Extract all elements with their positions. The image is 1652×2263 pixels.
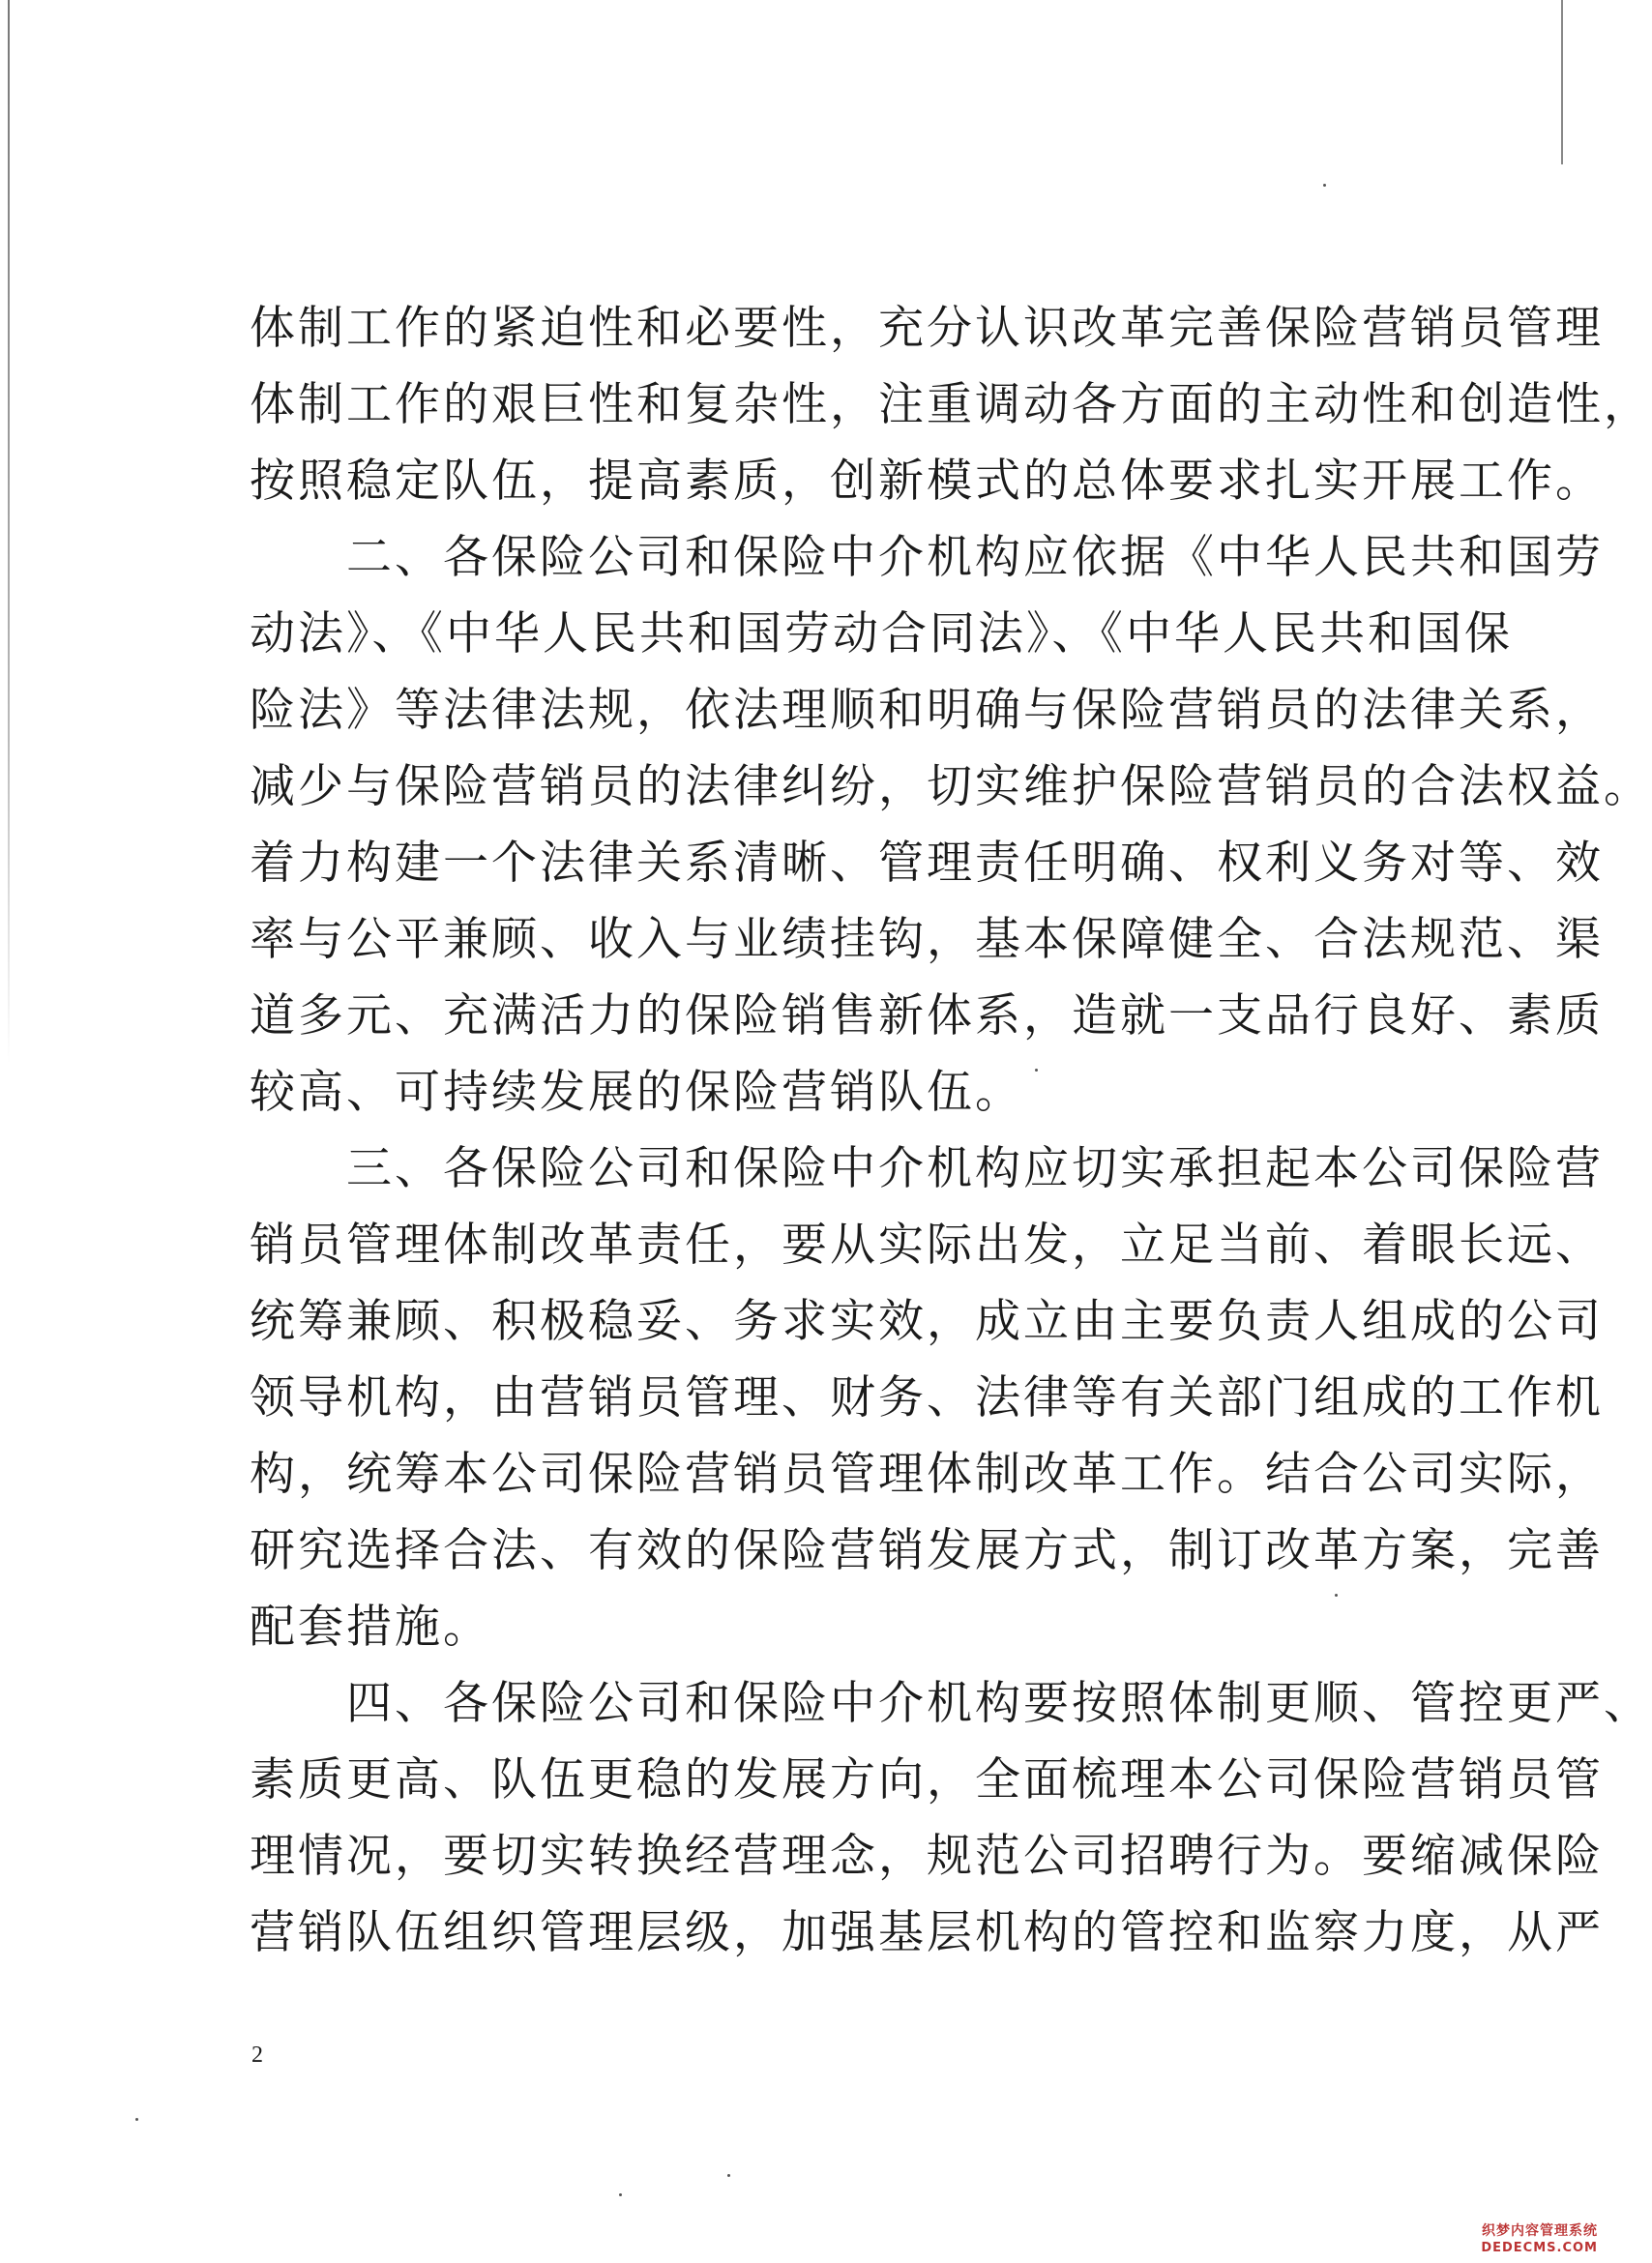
text-line: 减少与保险营销员的法律纠纷，切实维护保险营销员的合法权益。: [250, 760, 1652, 813]
scan-speck: [619, 2193, 622, 2196]
scan-speck: [135, 2118, 138, 2121]
text-line: 销员管理体制改革责任，要从实际出发，立足当前、着眼长远、: [250, 1219, 1604, 1272]
text-line: 动法》、《中华人民共和国劳动合同法》、《中华人民共和国保: [250, 607, 1513, 661]
body-text: [250, 290, 1652, 1971]
text-line: 构，统筹本公司保险营销员管理体制改革工作。结合公司实际，: [250, 1448, 1604, 1501]
text-line: 体制工作的紧迫性和必要性，充分认识改革完善保险营销员管理: [250, 302, 1604, 355]
text-line: 着力构建一个法律关系清晰、管理责任明确、权利义务对等、效: [250, 837, 1604, 890]
watermark-en: DEDECMS.COM: [1481, 2241, 1598, 2255]
scan-edge-right: [1561, 0, 1563, 164]
watermark-cn: 织梦内容管理系统: [1482, 2223, 1598, 2239]
text-line: 领导机构，由营销员管理、财务、法律等有关部门组成的工作机: [250, 1371, 1604, 1425]
scan-edge-left: [8, 0, 10, 1064]
text-line: 四、各保险公司和保险中介机构要按照体制更顺、管控更严、: [250, 1677, 1652, 1730]
text-line: 道多元、充满活力的保险销售新体系，造就一支品行良好、素质: [250, 989, 1604, 1043]
text-line: 体制工作的艰巨性和复杂性，注重调动各方面的主动性和创造性，: [250, 378, 1652, 431]
text-line: 二、各保险公司和保险中介机构应依据《中华人民共和国劳: [250, 531, 1604, 584]
text-line: 险法》等法律法规，依法理顺和明确与保险营销员的法律关系，: [250, 684, 1604, 737]
text-line: 理情况，要切实转换经营理念，规范公司招聘行为。要缩减保险: [250, 1830, 1604, 1883]
text-line: 营销队伍组织管理层级，加强基层机构的管控和监察力度，从严: [250, 1906, 1604, 1959]
page-number: 2: [251, 2043, 263, 2068]
text-line: 率与公平兼顾、收入与业绩挂钩，基本保障健全、合法规范、渠: [250, 913, 1604, 966]
text-line: 按照稳定队伍，提高素质，创新模式的总体要求扎实开展工作。: [250, 455, 1604, 508]
text-line: 统筹兼顾、积极稳妥、务求实效，成立由主要负责人组成的公司: [250, 1295, 1604, 1348]
text-line: 三、各保险公司和保险中介机构应切实承担起本公司保险营: [250, 1142, 1604, 1195]
text-line: 较高、可持续发展的保险营销队伍。: [250, 1066, 1023, 1119]
text-line: 研究选择合法、有效的保险营销发展方式，制订改革方案，完善: [250, 1524, 1604, 1577]
text-line: 素质更高、队伍更稳的发展方向，全面梳理本公司保险营销员管: [250, 1753, 1604, 1807]
scan-speck: [1323, 184, 1326, 187]
text-line: 配套措施。: [250, 1601, 491, 1654]
site-watermark: [1443, 2224, 1598, 2261]
scan-speck: [727, 2174, 730, 2177]
